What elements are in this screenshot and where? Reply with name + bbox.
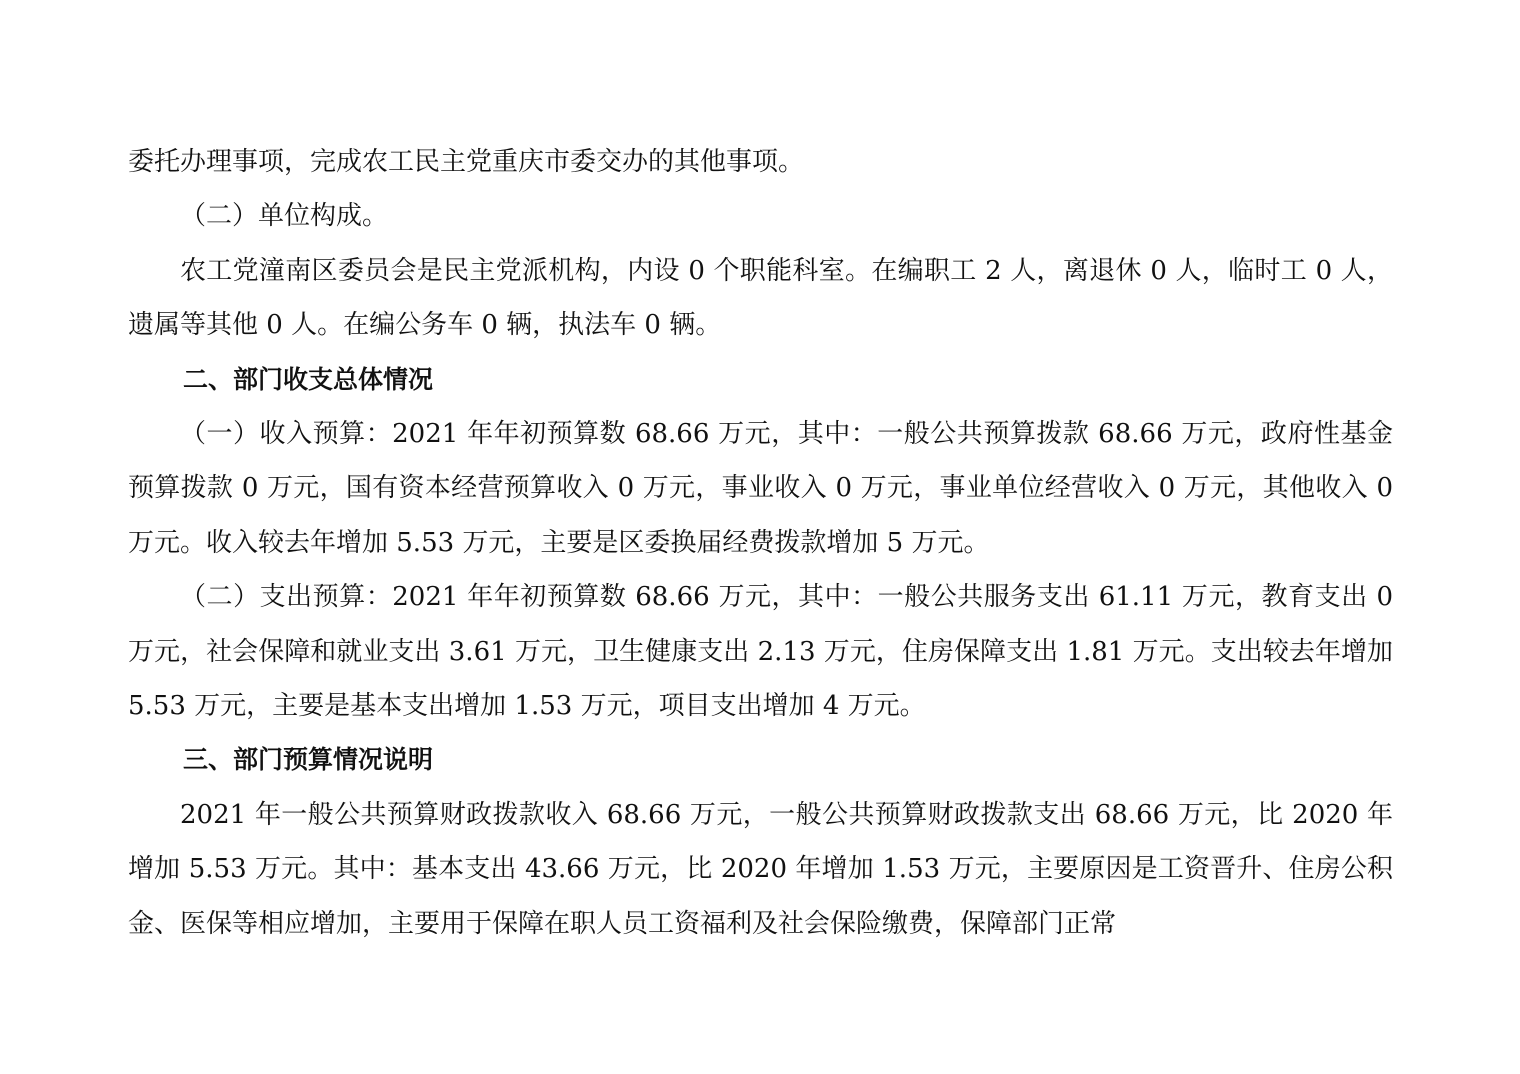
paragraph-unit-composition: 农工党潼南区委员会是民主党派机构，内设 0 个职能科室。在编职工 2 人，离退休 0 人，临时工 0 人，遗属等其他 0 人。在编公务车 0 辆，执法车 0 辆。 xyxy=(128,255,1393,341)
paragraph-continuation: 委托办理事项，完成农工民主党重庆市委交办的其他事项。 xyxy=(128,147,805,177)
paragraph-unit-composition-heading: （二）单位构成。 xyxy=(180,201,389,232)
document-body xyxy=(128,135,1393,951)
paragraph-expense-budget: （二）支出预算：2021 年年初预算数 68.66 万元，其中：一般公共服务支出 61.11 万元，教育支出 0 万元，社会保障和就业支出 3.61 万元，卫生健康支出 2.13 万元，住房保障支出 1.81 万元。支出较去年增加 5.53 万元，主要是基本支出增加 1.53 万元，项目支出增加 4 万元。 xyxy=(128,582,1393,722)
section-heading-income-expense: 二、部门收支总体情况 xyxy=(183,364,434,394)
section-heading-budget-explanation: 三、部门预算情况说明 xyxy=(183,745,434,775)
paragraph-income-budget: （一）收入预算：2021 年年初预算数 68.66 万元，其中：一般公共预算拨款 68.66 万元，政府性基金预算拨款 0 万元，国有资本经营预算收入 0 万元，事业收入 0 万元，事业单位经营收入 0 万元，其他收入 0 万元。收入较去年增加 5.53 万元，主要是区委换届经费拨款增加 5 万元。 xyxy=(128,419,1393,558)
paragraph-budget-explanation: 2021 年一般公共预算财政拨款收入 68.66 万元，一般公共预算财政拨款支出 68.66 万元，比 2020 年增加 5.53 万元。其中：基本支出 43.66 万元，比 2020 年增加 1.53 万元，主要原因是工资晋升、住房公积金、医保等相应增加，主要用于保障在职人员工资福利及社会保险缴费，保障部门正常 xyxy=(128,799,1393,939)
